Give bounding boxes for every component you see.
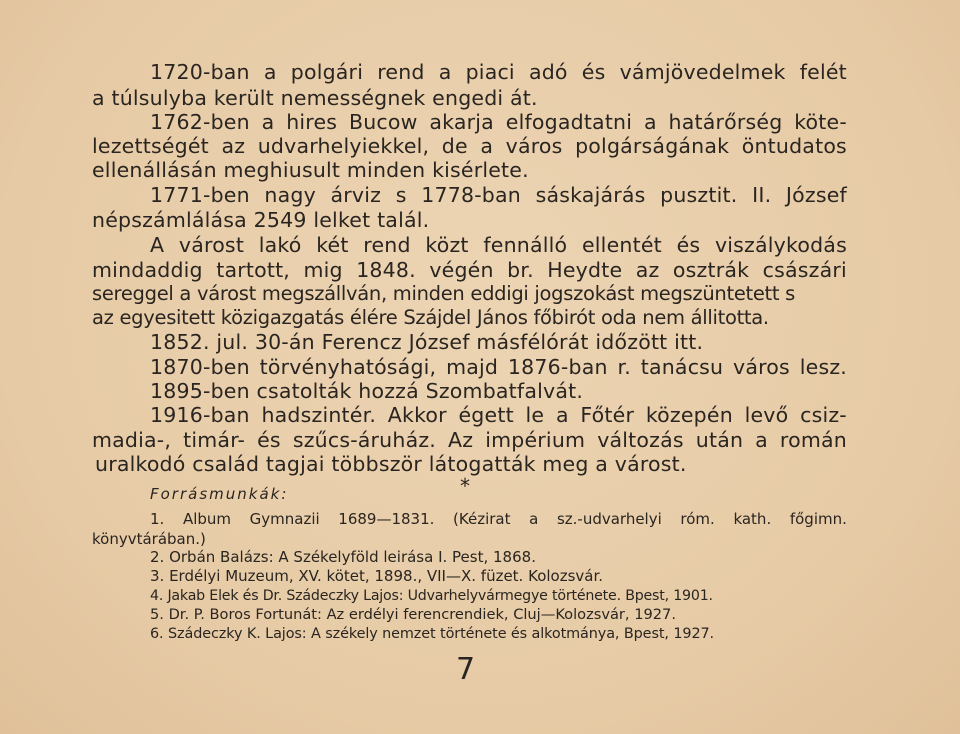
body-line: A várost lakó két rend közt fennálló ellentét és viszálykodás — [150, 233, 847, 257]
body-line: 1895-ben csatolták hozzá Szombatfalvát. — [150, 379, 584, 403]
body-line: 1870-ben törvényhatósági, majd 1876-ban r. tanácsu város lesz. — [150, 355, 847, 379]
body-line: 1916-ban hadszintér. Akkor égett le a Főtér közepén levő csiz- — [150, 403, 847, 427]
body-line: sereggel a várost megszállván, minden eddigi jogszokást megszüntetett s — [92, 282, 796, 305]
body-line: az egyesitett közigazgatás élére Szájdel János főbirót oda nem állitotta. — [92, 306, 769, 329]
reference-item: 4. Jakab Elek és Dr. Szádeczky Lajos: Udvarhelyvármegye története. Bpest, 1901. — [150, 588, 713, 604]
reference-item: 2. Orbán Balázs: A Székelyföld leirása I. Pest, 1868. — [150, 548, 536, 566]
page-number: 7 — [456, 652, 476, 687]
body-line: 1762-ben a hires Bucow akarja elfogadtatni a határőrség köte- — [150, 110, 847, 134]
body-line: lezettségét az udvarhelyiekkel, de a város polgárságának öntudatos — [92, 134, 847, 158]
sources-title: Forrásmunkák: — [150, 485, 289, 503]
reference-item: könyvtárában.) — [92, 530, 206, 548]
body-line: 1720-ban a polgári rend a piaci adó és vámjövedelmek felét — [150, 60, 847, 84]
body-line: a túlsulyba került nemességnek engedi át. — [92, 86, 538, 110]
body-line: uralkodó család tagjai többször látogatták meg a várost. — [95, 452, 687, 476]
body-line: madia-, timár- és szűcs-áruház. Az impérium változás után a román — [92, 428, 847, 452]
body-line: ellenállásán meghiusult minden kisérlete. — [92, 158, 529, 182]
reference-item: 3. Erdélyi Muzeum, XV. kötet, 1898., VII—X. füzet. Kolozsvár. — [150, 567, 604, 585]
body-line: 1852. jul. 30-án Ferencz József másfélórát időzött itt. — [150, 330, 704, 354]
reference-item: 5. Dr. P. Boros Fortunát: Az erdélyi ferencrendiek, Cluj—Kolozsvár, 1927. — [150, 606, 676, 623]
body-line: népszámlálása 2549 lelket talál. — [92, 208, 430, 232]
body-line: mindaddig tartott, mig 1848. végén br. Heydte az osztrák császári — [92, 258, 847, 282]
section-asterisk: * — [460, 474, 470, 498]
body-line: 1771-ben nagy árviz s 1778-ban sáskajárás pusztit. II. József — [150, 183, 847, 207]
reference-item: 1. Album Gymnazii 1689—1831. (Kézirat a sz.-udvarhelyi róm. kath. főgimn. — [150, 510, 847, 528]
reference-item: 6. Szádeczky K. Lajos: A székely nemzet története és alkotmánya, Bpest, 1927. — [150, 626, 715, 642]
